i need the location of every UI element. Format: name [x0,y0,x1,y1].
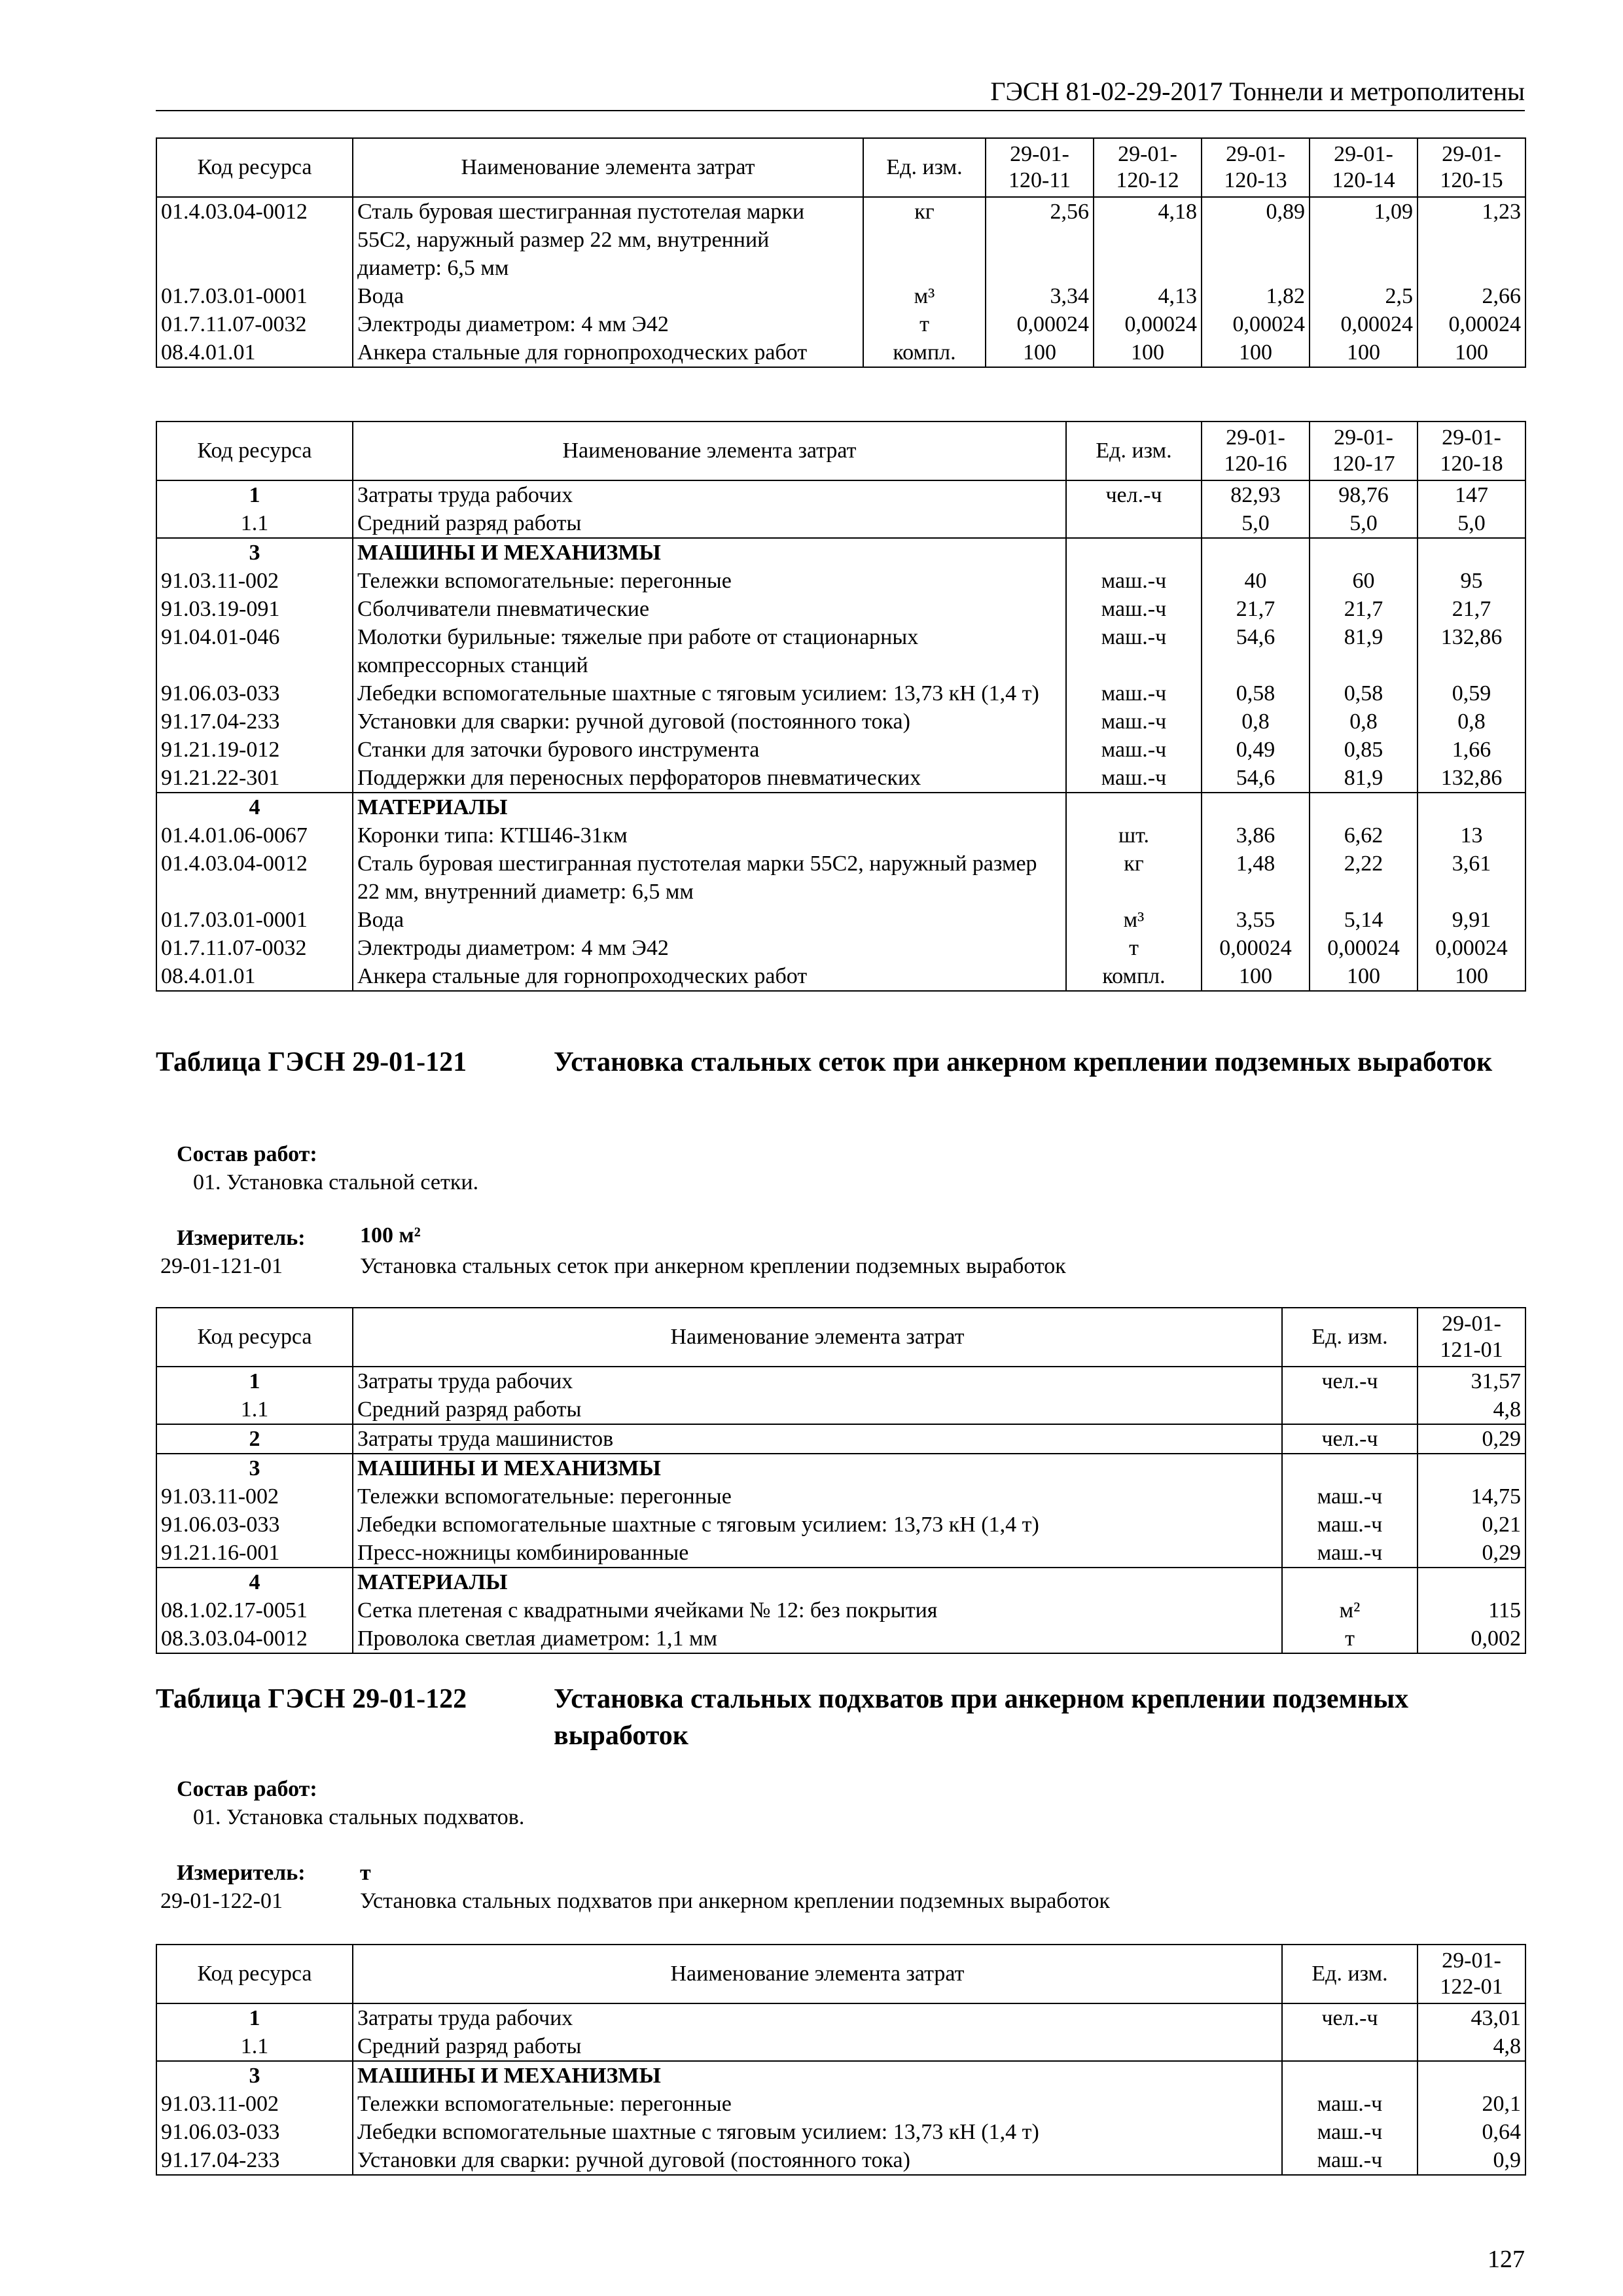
table-row [156,1511,1525,1539]
resource-unit: т [1282,1624,1418,1653]
section-title: МАШИНЫ И МЕХАНИЗМЫ [353,1454,1282,1482]
resource-unit: т [1066,934,1202,962]
norm-value: 2,22 [1310,850,1418,906]
norm-value: 100 [1202,962,1310,991]
norm-value: 2,56 [986,197,1094,282]
resource-name: Вода [353,282,863,310]
resource-code: 91.06.03-033 [156,2118,353,2146]
table-number: Таблица ГЭСН 29-01-122 [156,1684,467,1714]
resource-unit: маш.-ч [1282,1539,1418,1568]
resource-name: Электроды диаметром: 4 мм Э42 [353,310,863,338]
col-header-norm: 29-01-120-13 [1202,138,1310,197]
resource-name: Средний разряд работы [353,2032,1282,2061]
resource-code: 91.04.01-046 [156,623,353,679]
norm-value: 0,00024 [1202,934,1310,962]
resource-unit: маш.-ч [1066,595,1202,623]
norm-value: 0,00024 [1310,310,1418,338]
table-row [156,2118,1525,2146]
norm-value: 0,64 [1418,2118,1525,2146]
resource-unit: маш.-ч [1282,1511,1418,1539]
norm-value: 1,48 [1202,850,1310,906]
resource-name: Сталь буровая шестигранная пустотелая марки 55С2, наружный размер 22 мм, внутренний диаметр: 6,5 мм [353,850,1066,906]
resource-code: 1 [156,1367,353,1395]
norm-value: 0,8 [1418,708,1525,736]
resource-code: 2 [156,1424,353,1454]
resource-unit: т [863,310,986,338]
norm-value: 5,0 [1310,509,1418,538]
resource-name: Лебедки вспомогательные шахтные с тяговым усилием: 13,73 кН (1,4 т) [353,2118,1282,2146]
col-header-code: Код ресурса [156,138,353,197]
norm-code: 29-01-121-01 [160,1254,283,1278]
norm-value [1418,1568,1525,1596]
resource-code: 1.1 [156,509,353,538]
norm-value: 0,002 [1418,1624,1525,1653]
resource-code: 01.7.03.01-0001 [156,906,353,934]
resource-code: 91.03.11-002 [156,2090,353,2118]
resource-unit: маш.-ч [1282,2090,1418,2118]
norm-value: 100 [1310,962,1418,991]
norm-value: 5,0 [1418,509,1525,538]
resource-unit: м² [1282,1596,1418,1624]
table-row [156,906,1525,934]
col-header-unit: Ед. изм. [1282,1945,1418,2003]
col-header-norm: 29-01-122-01 [1418,1945,1525,2003]
norm-value: 0,85 [1310,736,1418,764]
norm-value: 0,9 [1418,2146,1525,2175]
norm-value: 4,18 [1094,197,1202,282]
norm-value: 0,58 [1310,679,1418,708]
table-row [156,2146,1525,2175]
table-row [156,679,1525,708]
table-row [156,282,1525,310]
resource-unit: шт. [1066,821,1202,850]
meter-value: 100 м² [360,1223,421,1247]
resource-code: 01.4.01.06-0067 [156,821,353,850]
resource-name: Станки для заточки бурового инструмента [353,736,1066,764]
norm-code: 29-01-122-01 [160,1889,283,1913]
norm-value: 54,6 [1202,623,1310,679]
table-row [156,595,1525,623]
norm-value: 4,8 [1418,1395,1525,1424]
norm-value: 21,7 [1202,595,1310,623]
resource-unit: м³ [1066,906,1202,934]
resource-unit [1282,1568,1418,1596]
norm-value: 9,91 [1418,906,1525,934]
table-row [156,1596,1525,1624]
table-title: Установка стальных подхватов при анкерном креплении подземных выработок [554,1684,1409,1751]
table-row [156,2003,1525,2032]
table-row [156,1367,1525,1395]
resource-code: 91.03.11-002 [156,567,353,595]
norm-value: 4,8 [1418,2032,1525,2061]
section-title: МАШИНЫ И МЕХАНИЗМЫ [353,2061,1282,2090]
resource-unit: маш.-ч [1066,679,1202,708]
resource-code: 08.3.03.04-0012 [156,1624,353,1653]
section-title: МАТЕРИАЛЫ [353,793,1066,821]
resource-unit: маш.-ч [1066,623,1202,679]
norm-value: 54,6 [1202,764,1310,793]
col-header-norm: 29-01-120-12 [1094,138,1202,197]
resource-unit: чел.-ч [1282,1367,1418,1395]
resource-name: Затраты труда рабочих [353,2003,1282,2032]
resource-name: Коронки типа: КТШ46-31км [353,821,1066,850]
meter-value: т [360,1861,371,1885]
norm-value: 100 [1202,338,1310,367]
resource-unit: чел.-ч [1282,1424,1418,1454]
resource-code: 08.4.01.01 [156,962,353,991]
composition-item: 01. Установка стальных подхватов. [193,1805,525,1829]
table-row [156,2032,1525,2061]
table-row [156,1624,1525,1653]
resource-unit [1066,538,1202,567]
resource-name: Тележки вспомогательные: перегонные [353,567,1066,595]
table-title: Установка стальных сеток при анкерном креплении подземных выработок [554,1047,1493,1077]
section-code: 3 [156,2061,353,2090]
col-header-code: Код ресурса [156,1308,353,1367]
meter-label: Измеритель: [177,1226,306,1250]
section-code: 4 [156,793,353,821]
norm-value: 0,49 [1202,736,1310,764]
norm-value: 3,55 [1202,906,1310,934]
col-header-code: Код ресурса [156,1945,353,2003]
norm-value: 14,75 [1418,1482,1525,1511]
section-row [156,2061,1525,2090]
resource-unit [1066,509,1202,538]
table-row [156,338,1525,367]
section-code: 3 [156,1454,353,1482]
table-row [156,934,1525,962]
resource-name: Проволока светлая диаметром: 1,1 мм [353,1624,1282,1653]
col-header-name: Наименование элемента затрат [353,138,863,197]
norm-value: 40 [1202,567,1310,595]
resource-name: Установки для сварки: ручной дуговой (постоянного тока) [353,708,1066,736]
resource-code: 91.03.19-091 [156,595,353,623]
resource-code: 91.21.22-301 [156,764,353,793]
norm-value: 147 [1418,480,1525,509]
norm-value: 13 [1418,821,1525,850]
resource-name: Затраты труда машинистов [353,1424,1282,1454]
table-row [156,623,1525,679]
norm-value: 132,86 [1418,623,1525,679]
resource-unit [1282,1454,1418,1482]
page-number: 127 [1488,2246,1525,2273]
resource-name: Лебедки вспомогательные шахтные с тяговым усилием: 13,73 кН (1,4 т) [353,679,1066,708]
norm-value: 132,86 [1418,764,1525,793]
col-header-unit: Ед. изм. [1066,422,1202,480]
resource-name: Анкера стальные для горнопроходческих работ [353,962,1066,991]
resource-code: 01.4.03.04-0012 [156,850,353,906]
resource-code: 1 [156,480,353,509]
resource-unit: маш.-ч [1282,2146,1418,2175]
resource-name: Сетка плетеная с квадратными ячейками № 12: без покрытия [353,1596,1282,1624]
section-title: МАШИНЫ И МЕХАНИЗМЫ [353,538,1066,567]
norm-value: 0,29 [1418,1424,1525,1454]
resource-code: 08.1.02.17-0051 [156,1596,353,1624]
resource-unit [1282,2032,1418,2061]
norm-name: Установка стальных подхватов при анкерном креплении подземных выработок [360,1889,1111,1913]
norm-value: 21,7 [1418,595,1525,623]
col-header-unit: Ед. изм. [1282,1308,1418,1367]
col-header-name: Наименование элемента затрат [353,1308,1282,1367]
section-row [156,538,1525,567]
norm-value: 3,34 [986,282,1094,310]
norm-value: 0,00024 [986,310,1094,338]
resource-unit: чел.-ч [1282,2003,1418,2032]
norm-value: 0,59 [1418,679,1525,708]
norm-value [1202,538,1310,567]
norm-value: 0,8 [1310,708,1418,736]
norm-value: 100 [1310,338,1418,367]
norm-value: 81,9 [1310,764,1418,793]
table-row [156,310,1525,338]
norm-value: 21,7 [1310,595,1418,623]
norm-value [1310,538,1418,567]
resource-table-120-11-15 [156,137,1526,368]
resource-code: 91.21.16-001 [156,1539,353,1568]
norm-name: Установка стальных сеток при анкерном креплении подземных выработок [360,1254,1066,1278]
resource-name: Средний разряд работы [353,509,1066,538]
norm-value: 0,00024 [1418,310,1525,338]
norm-value: 100 [1418,962,1525,991]
table-row [156,480,1525,509]
resource-unit: маш.-ч [1066,736,1202,764]
norm-value: 1,09 [1310,197,1418,282]
norm-value: 60 [1310,567,1418,595]
resource-name: Поддержки для переносных перфораторов пневматических [353,764,1066,793]
composition-label: Состав работ: [177,1142,317,1166]
resource-code: 01.7.11.07-0032 [156,934,353,962]
norm-value [1418,793,1525,821]
resource-table-122-01 [156,1944,1526,2176]
table-row [156,567,1525,595]
col-header-name: Наименование элемента затрат [353,422,1066,480]
norm-value: 100 [986,338,1094,367]
resource-unit: маш.-ч [1066,708,1202,736]
norm-value: 98,76 [1310,480,1418,509]
resource-name: Лебедки вспомогательные шахтные с тяговым усилием: 13,73 кН (1,4 т) [353,1511,1282,1539]
resource-name: Молотки бурильные: тяжелые при работе от стационарных компрессорных станций [353,623,1066,679]
col-header-norm: 29-01-121-01 [1418,1308,1525,1367]
resource-table-121-01 [156,1307,1526,1654]
resource-unit: маш.-ч [1282,2118,1418,2146]
resource-code: 1 [156,2003,353,2032]
norm-value: 1,66 [1418,736,1525,764]
resource-table-120-16-18 [156,421,1526,992]
norm-value: 2,66 [1418,282,1525,310]
col-header-code: Код ресурса [156,422,353,480]
table-row [156,1395,1525,1424]
norm-value: 0,00024 [1418,934,1525,962]
resource-name: Установки для сварки: ручной дуговой (постоянного тока) [353,2146,1282,2175]
table-number: Таблица ГЭСН 29-01-121 [156,1047,467,1077]
resource-code: 08.4.01.01 [156,338,353,367]
resource-code: 91.06.03-033 [156,679,353,708]
col-header-unit: Ед. изм. [863,138,986,197]
resource-name: Сболчиватели пневматические [353,595,1066,623]
resource-unit [1282,1395,1418,1424]
resource-code: 91.21.19-012 [156,736,353,764]
table-row [156,1539,1525,1568]
resource-name: Средний разряд работы [353,1395,1282,1424]
table-row [156,764,1525,793]
norm-value [1202,793,1310,821]
resource-code: 01.4.03.04-0012 [156,197,353,282]
table-row [156,1482,1525,1511]
norm-value: 3,86 [1202,821,1310,850]
resource-code: 1.1 [156,2032,353,2061]
resource-name: Тележки вспомогательные: перегонные [353,2090,1282,2118]
norm-value: 115 [1418,1596,1525,1624]
section-title: МАТЕРИАЛЫ [353,1568,1282,1596]
norm-value: 1,82 [1202,282,1310,310]
resource-name: Тележки вспомогательные: перегонные [353,1482,1282,1511]
resource-name: Затраты труда рабочих [353,480,1066,509]
col-header-norm: 29-01-120-18 [1418,422,1525,480]
table-row [156,2090,1525,2118]
resource-unit: чел.-ч [1066,480,1202,509]
norm-value: 20,1 [1418,2090,1525,2118]
resource-unit: маш.-ч [1066,567,1202,595]
norm-value: 43,01 [1418,2003,1525,2032]
resource-code: 1.1 [156,1395,353,1424]
norm-value: 81,9 [1310,623,1418,679]
norm-value: 2,5 [1310,282,1418,310]
col-header-norm: 29-01-120-17 [1310,422,1418,480]
resource-code: 01.7.03.01-0001 [156,282,353,310]
norm-value: 82,93 [1202,480,1310,509]
table-row [156,1424,1525,1454]
norm-value: 0,00024 [1094,310,1202,338]
resource-unit [1282,2061,1418,2090]
section-code: 4 [156,1568,353,1596]
resource-name: Пресс-ножницы комбинированные [353,1539,1282,1568]
norm-value: 3,61 [1418,850,1525,906]
section-row [156,793,1525,821]
resource-name: Анкера стальные для горнопроходческих работ [353,338,863,367]
resource-unit: компл. [863,338,986,367]
section-code: 3 [156,538,353,567]
table-row [156,962,1525,991]
col-header-name: Наименование элемента затрат [353,1945,1282,2003]
resource-unit: компл. [1066,962,1202,991]
norm-value [1418,1454,1525,1482]
section-row [156,1454,1525,1482]
meter-label: Измеритель: [177,1861,306,1885]
norm-value: 0,89 [1202,197,1310,282]
norm-value: 6,62 [1310,821,1418,850]
table-row [156,708,1525,736]
resource-code: 91.03.11-002 [156,1482,353,1511]
table-row [156,736,1525,764]
norm-value: 1,23 [1418,197,1525,282]
resource-unit: м³ [863,282,986,310]
resource-code: 91.06.03-033 [156,1511,353,1539]
norm-value: 0,00024 [1310,934,1418,962]
table-row [156,197,1525,282]
norm-value [1418,538,1525,567]
resource-unit: маш.-ч [1282,1482,1418,1511]
norm-value: 31,57 [1418,1367,1525,1395]
col-header-norm: 29-01-120-14 [1310,138,1418,197]
composition-item: 01. Установка стальной сетки. [193,1170,479,1194]
norm-value: 100 [1418,338,1525,367]
composition-label: Состав работ: [177,1777,317,1801]
running-header: ГЭСН 81-02-29-2017 Тоннели и метрополитены [156,73,1525,111]
resource-code: 01.7.11.07-0032 [156,310,353,338]
norm-value: 5,0 [1202,509,1310,538]
resource-name: Электроды диаметром: 4 мм Э42 [353,934,1066,962]
resource-unit: маш.-ч [1066,764,1202,793]
norm-value: 95 [1418,567,1525,595]
resource-unit: кг [1066,850,1202,906]
section-row [156,1568,1525,1596]
resource-name: Сталь буровая шестигранная пустотелая марки 55С2, наружный размер 22 мм, внутренний диаметр: 6,5 мм [353,197,863,282]
table-row [156,850,1525,906]
norm-value: 0,21 [1418,1511,1525,1539]
table-row [156,509,1525,538]
norm-value: 0,8 [1202,708,1310,736]
norm-value [1310,793,1418,821]
col-header-norm: 29-01-120-15 [1418,138,1525,197]
norm-value: 0,00024 [1202,310,1310,338]
resource-unit [1066,793,1202,821]
norm-value [1418,2061,1525,2090]
resource-unit: кг [863,197,986,282]
norm-value: 4,13 [1094,282,1202,310]
resource-code: 91.17.04-233 [156,2146,353,2175]
col-header-norm: 29-01-120-16 [1202,422,1310,480]
norm-value: 5,14 [1310,906,1418,934]
norm-value: 0,58 [1202,679,1310,708]
resource-code: 91.17.04-233 [156,708,353,736]
col-header-norm: 29-01-120-11 [986,138,1094,197]
table-row [156,821,1525,850]
norm-value: 0,29 [1418,1539,1525,1568]
resource-name: Вода [353,906,1066,934]
resource-name: Затраты труда рабочих [353,1367,1282,1395]
norm-value: 100 [1094,338,1202,367]
